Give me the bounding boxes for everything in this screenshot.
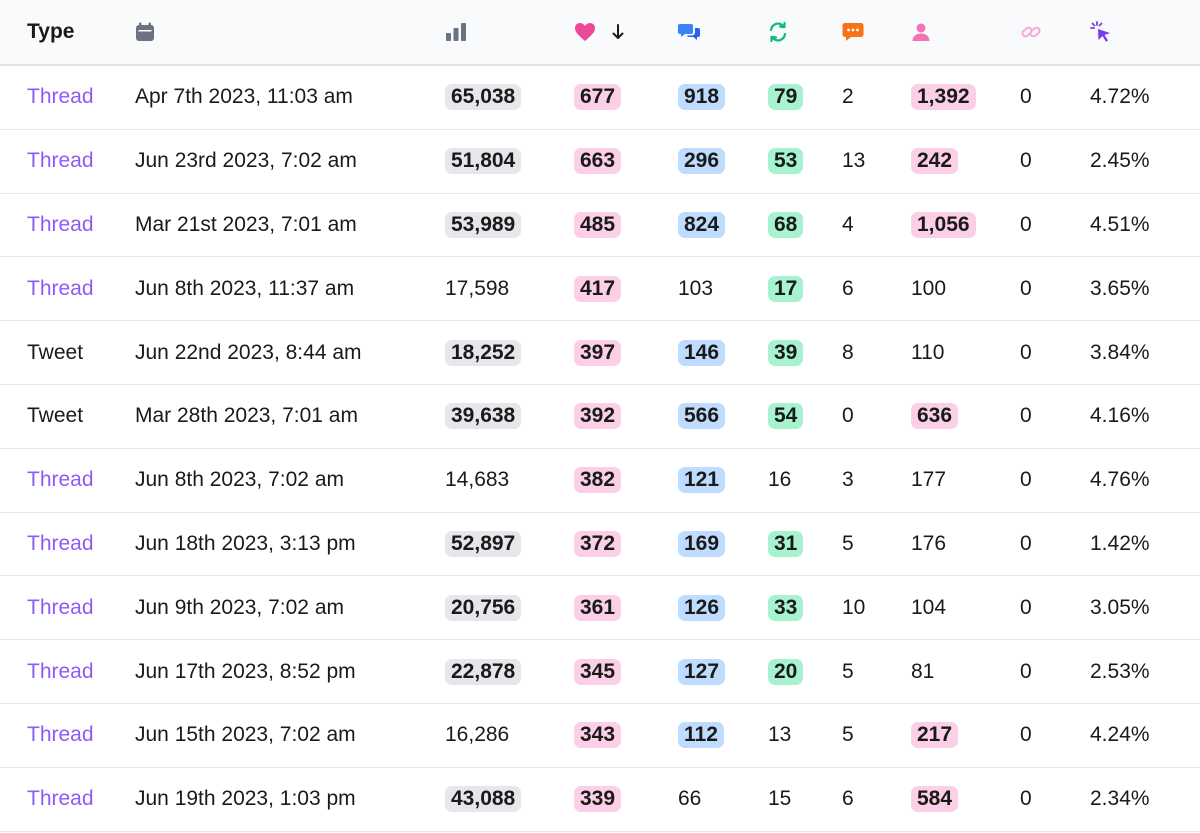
link-clicks-value: 0: [1020, 404, 1032, 428]
chat-bubbles-icon: [678, 22, 700, 42]
link-icon: [1020, 22, 1042, 42]
engagement-rate-value: 4.76%: [1090, 468, 1150, 492]
comments-cell: [842, 596, 911, 620]
date-cell: [135, 723, 445, 747]
retweets-value: 16: [768, 468, 792, 492]
comments-value: 5: [842, 531, 854, 555]
type-value: Tweet: [27, 340, 84, 364]
column-header-retweets[interactable]: [768, 22, 842, 42]
replies-value: 918: [678, 84, 725, 110]
table-row[interactable]: [0, 194, 1200, 258]
impressions-cell: [445, 148, 574, 174]
likes-value: 372: [574, 531, 621, 557]
table-row[interactable]: [0, 576, 1200, 640]
impressions-value: 43,088: [445, 786, 521, 812]
replies-value: 127: [678, 659, 725, 685]
date-value: Jun 23rd 2023, 7:02 am: [135, 149, 357, 173]
date-cell: [135, 787, 445, 811]
profile-visits-cell: [911, 403, 1020, 429]
retweets-cell: [768, 148, 842, 174]
retweets-value: 15: [768, 787, 792, 811]
comment-icon: [842, 22, 864, 42]
profile-visits-cell: [911, 660, 1020, 684]
type-cell[interactable]: [0, 277, 135, 301]
comments-value: 10: [842, 595, 866, 619]
table-row[interactable]: [0, 257, 1200, 321]
likes-cell: [574, 722, 678, 748]
date-cell: [135, 341, 445, 365]
replies-cell: [678, 659, 768, 685]
impressions-cell: [445, 786, 574, 812]
impressions-cell: [445, 277, 574, 301]
date-value: Mar 21st 2023, 7:01 am: [135, 212, 357, 236]
link-clicks-value: 0: [1020, 468, 1032, 492]
retweets-cell: [768, 787, 842, 811]
date-value: Jun 19th 2023, 1:03 pm: [135, 787, 356, 811]
likes-cell: [574, 212, 678, 238]
date-value: Jun 17th 2023, 8:52 pm: [135, 659, 356, 683]
replies-value: 146: [678, 340, 725, 366]
link-clicks-cell: [1020, 660, 1090, 684]
engagement-rate-cell: [1090, 85, 1200, 109]
impressions-value: 14,683: [445, 468, 510, 492]
column-header-likes[interactable]: [574, 22, 678, 42]
link-clicks-cell: [1020, 213, 1090, 237]
link-clicks-value: 0: [1020, 723, 1032, 747]
type-cell[interactable]: [0, 149, 135, 173]
likes-cell: [574, 786, 678, 812]
link-clicks-value: 0: [1020, 340, 1032, 364]
replies-cell: [678, 340, 768, 366]
retweets-value: 13: [768, 723, 792, 747]
impressions-cell: [445, 340, 574, 366]
engagement-rate-cell: [1090, 787, 1200, 811]
likes-cell: [574, 148, 678, 174]
impressions-value: 51,804: [445, 148, 521, 174]
retweets-cell: [768, 403, 842, 429]
retweets-value: 54: [768, 403, 803, 429]
retweets-value: 79: [768, 84, 803, 110]
comments-cell: [842, 277, 911, 301]
engagement-rate-value: 3.05%: [1090, 595, 1150, 619]
engagement-rate-value: 2.45%: [1090, 149, 1150, 173]
likes-value: 382: [574, 467, 621, 493]
comments-cell: [842, 341, 911, 365]
date-cell: [135, 596, 445, 620]
profile-visits-cell: [911, 277, 1020, 301]
table-header: [0, 0, 1200, 66]
date-value: Jun 8th 2023, 11:37 am: [135, 276, 355, 300]
retweets-value: 68: [768, 212, 803, 238]
retweets-value: 39: [768, 340, 803, 366]
link-clicks-cell: [1020, 404, 1090, 428]
engagement-rate-cell: [1090, 468, 1200, 492]
engagement-rate-value: 1.42%: [1090, 531, 1150, 555]
engagement-rate-cell: [1090, 596, 1200, 620]
bar-chart-icon: [445, 22, 467, 42]
replies-value: 66: [678, 787, 702, 811]
date-value: Jun 22nd 2023, 8:44 am: [135, 340, 362, 364]
likes-cell: [574, 467, 678, 493]
replies-cell: [678, 722, 768, 748]
link-clicks-cell: [1020, 277, 1090, 301]
comments-cell: [842, 723, 911, 747]
date-cell: [135, 149, 445, 173]
type-cell[interactable]: [0, 660, 135, 684]
comments-value: 0: [842, 404, 854, 428]
profile-visits-cell: [911, 212, 1020, 238]
type-cell[interactable]: [0, 213, 135, 237]
type-value[interactable]: Thread: [27, 85, 94, 109]
table-body: [0, 66, 1200, 832]
date-value: Apr 7th 2023, 11:03 am: [135, 85, 353, 109]
engagement-rate-value: 4.16%: [1090, 404, 1150, 428]
comments-value: 4: [842, 212, 854, 236]
engagement-rate-value: 3.65%: [1090, 276, 1150, 300]
retweets-value: 31: [768, 531, 803, 557]
table-row[interactable]: [0, 513, 1200, 577]
comments-value: 13: [842, 149, 866, 173]
profile-visits-cell: [911, 786, 1020, 812]
likes-value: 345: [574, 659, 621, 685]
comments-cell: [842, 787, 911, 811]
impressions-value: 18,252: [445, 340, 521, 366]
person-icon: [911, 22, 931, 42]
replies-cell: [678, 467, 768, 493]
retweet-icon: [768, 22, 788, 42]
engagement-rate-cell: [1090, 341, 1200, 365]
replies-value: 126: [678, 595, 725, 621]
profile-visits-value: 1,392: [911, 84, 976, 110]
link-clicks-value: 0: [1020, 659, 1032, 683]
replies-cell: [678, 277, 768, 301]
type-cell[interactable]: [0, 468, 135, 492]
table-row[interactable]: [0, 768, 1200, 832]
impressions-value: 16,286: [445, 723, 510, 747]
table-row[interactable]: [0, 704, 1200, 768]
type-header-label: Type: [27, 20, 75, 43]
comments-cell: [842, 404, 911, 428]
link-clicks-cell: [1020, 532, 1090, 556]
likes-value: 392: [574, 403, 621, 429]
comments-cell: [842, 213, 911, 237]
type-value[interactable]: Thread: [27, 723, 94, 747]
type-cell[interactable]: [0, 723, 135, 747]
link-clicks-value: 0: [1020, 276, 1032, 300]
column-header-replies[interactable]: [678, 22, 768, 42]
link-clicks-value: 0: [1020, 531, 1032, 555]
type-cell[interactable]: [0, 85, 135, 109]
link-clicks-cell: [1020, 149, 1090, 173]
profile-visits-value: 636: [911, 403, 958, 429]
impressions-value: 17,598: [445, 276, 510, 300]
profile-visits-cell: [911, 596, 1020, 620]
comments-cell: [842, 468, 911, 492]
retweets-cell: [768, 468, 842, 492]
impressions-value: 53,989: [445, 212, 521, 238]
link-clicks-value: 0: [1020, 212, 1032, 236]
impressions-cell: [445, 403, 574, 429]
replies-cell: [678, 531, 768, 557]
date-cell: [135, 213, 445, 237]
column-header-link-clicks[interactable]: [1020, 22, 1090, 42]
replies-value: 169: [678, 531, 725, 557]
link-clicks-cell: [1020, 723, 1090, 747]
link-clicks-cell: [1020, 85, 1090, 109]
impressions-cell: [445, 212, 574, 238]
profile-visits-value: 176: [911, 531, 947, 555]
heart-icon: [574, 22, 596, 42]
type-cell: [0, 404, 135, 428]
likes-cell: [574, 84, 678, 110]
likes-value: 417: [574, 276, 621, 302]
likes-cell: [574, 340, 678, 366]
date-value: Jun 9th 2023, 7:02 am: [135, 595, 344, 619]
replies-value: 824: [678, 212, 725, 238]
type-value[interactable]: Thread: [27, 212, 94, 236]
engagement-rate-cell: [1090, 277, 1200, 301]
engagement-rate-value: 3.84%: [1090, 340, 1150, 364]
likes-cell: [574, 276, 678, 302]
link-clicks-cell: [1020, 468, 1090, 492]
profile-visits-value: 110: [911, 340, 945, 364]
profile-visits-value: 584: [911, 786, 958, 812]
type-value[interactable]: Thread: [27, 149, 94, 173]
retweets-cell: [768, 84, 842, 110]
impressions-cell: [445, 531, 574, 557]
profile-visits-value: 104: [911, 595, 947, 619]
retweets-value: 33: [768, 595, 803, 621]
likes-value: 361: [574, 595, 621, 621]
replies-value: 112: [678, 722, 724, 748]
comments-cell: [842, 85, 911, 109]
likes-value: 397: [574, 340, 621, 366]
comments-value: 5: [842, 659, 854, 683]
column-header-comments[interactable]: [842, 22, 911, 42]
impressions-cell: [445, 468, 574, 492]
column-header-type[interactable]: [0, 20, 135, 44]
type-value: Tweet: [27, 404, 84, 428]
engagement-rate-value: 2.34%: [1090, 787, 1150, 811]
replies-cell: [678, 595, 768, 621]
retweets-cell: [768, 659, 842, 685]
retweets-cell: [768, 340, 842, 366]
likes-cell: [574, 403, 678, 429]
engagement-rate-value: 4.24%: [1090, 723, 1150, 747]
cursor-click-icon: [1090, 21, 1112, 43]
link-clicks-value: 0: [1020, 85, 1032, 109]
table-row[interactable]: [0, 385, 1200, 449]
comments-cell: [842, 149, 911, 173]
table-row[interactable]: [0, 130, 1200, 194]
type-cell: [0, 341, 135, 365]
retweets-value: 17: [768, 276, 803, 302]
likes-value: 677: [574, 84, 621, 110]
replies-cell: [678, 84, 768, 110]
replies-value: 121: [678, 467, 725, 493]
type-value[interactable]: Thread: [27, 787, 94, 811]
likes-value: 663: [574, 148, 621, 174]
date-cell: [135, 532, 445, 556]
type-value[interactable]: Thread: [27, 595, 94, 619]
date-value: Jun 18th 2023, 3:13 pm: [135, 531, 356, 555]
impressions-cell: [445, 723, 574, 747]
profile-visits-value: 217: [911, 722, 958, 748]
profile-visits-cell: [911, 468, 1020, 492]
retweets-value: 53: [768, 148, 803, 174]
impressions-value: 39,638: [445, 403, 521, 429]
comments-cell: [842, 660, 911, 684]
engagement-rate-cell: [1090, 660, 1200, 684]
replies-cell: [678, 403, 768, 429]
date-value: Jun 8th 2023, 7:02 am: [135, 468, 344, 492]
table-row[interactable]: [0, 321, 1200, 385]
column-header-impressions[interactable]: [445, 22, 574, 42]
impressions-cell: [445, 595, 574, 621]
sort-down-icon[interactable]: [612, 24, 624, 40]
impressions-value: 20,756: [445, 595, 521, 621]
impressions-value: 65,038: [445, 84, 521, 110]
link-clicks-value: 0: [1020, 595, 1032, 619]
profile-visits-value: 242: [911, 148, 958, 174]
comments-value: 2: [842, 85, 854, 109]
table-row[interactable]: [0, 66, 1200, 130]
calendar-icon: [135, 22, 155, 42]
replies-value: 566: [678, 403, 725, 429]
date-cell: [135, 277, 445, 301]
engagement-rate-value: 4.51%: [1090, 212, 1150, 236]
comments-value: 8: [842, 340, 854, 364]
likes-cell: [574, 595, 678, 621]
comments-value: 3: [842, 468, 854, 492]
date-cell: [135, 468, 445, 492]
retweets-cell: [768, 723, 842, 747]
date-cell: [135, 660, 445, 684]
column-header-profile-visits[interactable]: [911, 22, 1020, 42]
retweets-cell: [768, 531, 842, 557]
engagement-rate-value: 4.72%: [1090, 85, 1150, 109]
likes-value: 485: [574, 212, 621, 238]
type-cell[interactable]: [0, 787, 135, 811]
comments-value: 5: [842, 723, 854, 747]
type-value[interactable]: Thread: [27, 531, 94, 555]
replies-cell: [678, 148, 768, 174]
profile-visits-value: 1,056: [911, 212, 976, 238]
comments-value: 6: [842, 276, 854, 300]
type-value[interactable]: Thread: [27, 659, 94, 683]
date-cell: [135, 85, 445, 109]
type-value[interactable]: Thread: [27, 468, 94, 492]
date-value: Mar 28th 2023, 7:01 am: [135, 404, 358, 428]
column-header-engagement-rate[interactable]: [1090, 21, 1200, 43]
replies-cell: [678, 212, 768, 238]
impressions-value: 52,897: [445, 531, 521, 557]
link-clicks-value: 0: [1020, 787, 1032, 811]
engagement-rate-value: 2.53%: [1090, 659, 1150, 683]
comments-value: 6: [842, 787, 854, 811]
engagement-rate-cell: [1090, 723, 1200, 747]
engagement-rate-cell: [1090, 213, 1200, 237]
profile-visits-value: 81: [911, 659, 935, 683]
profile-visits-value: 100: [911, 276, 947, 300]
link-clicks-value: 0: [1020, 149, 1032, 173]
profile-visits-cell: [911, 532, 1020, 556]
retweets-cell: [768, 212, 842, 238]
impressions-cell: [445, 659, 574, 685]
profile-visits-cell: [911, 341, 1020, 365]
likes-cell: [574, 659, 678, 685]
impressions-value: 22,878: [445, 659, 521, 685]
date-cell: [135, 404, 445, 428]
link-clicks-cell: [1020, 596, 1090, 620]
replies-value: 296: [678, 148, 725, 174]
column-header-date[interactable]: [135, 22, 445, 42]
type-cell[interactable]: [0, 532, 135, 556]
comments-cell: [842, 532, 911, 556]
engagement-rate-cell: [1090, 532, 1200, 556]
profile-visits-value: 177: [911, 468, 947, 492]
link-clicks-cell: [1020, 341, 1090, 365]
likes-value: 343: [574, 722, 621, 748]
replies-value: 103: [678, 276, 714, 300]
profile-visits-cell: [911, 148, 1020, 174]
likes-cell: [574, 531, 678, 557]
replies-cell: [678, 787, 768, 811]
profile-visits-cell: [911, 722, 1020, 748]
engagement-rate-cell: [1090, 149, 1200, 173]
retweets-cell: [768, 276, 842, 302]
link-clicks-cell: [1020, 787, 1090, 811]
retweets-value: 20: [768, 659, 803, 685]
engagement-rate-cell: [1090, 404, 1200, 428]
likes-value: 339: [574, 786, 621, 812]
profile-visits-cell: [911, 84, 1020, 110]
type-cell[interactable]: [0, 596, 135, 620]
impressions-cell: [445, 84, 574, 110]
type-value[interactable]: Thread: [27, 276, 94, 300]
retweets-cell: [768, 595, 842, 621]
date-value: Jun 15th 2023, 7:02 am: [135, 723, 356, 747]
table-row[interactable]: [0, 640, 1200, 704]
table-row[interactable]: [0, 449, 1200, 513]
